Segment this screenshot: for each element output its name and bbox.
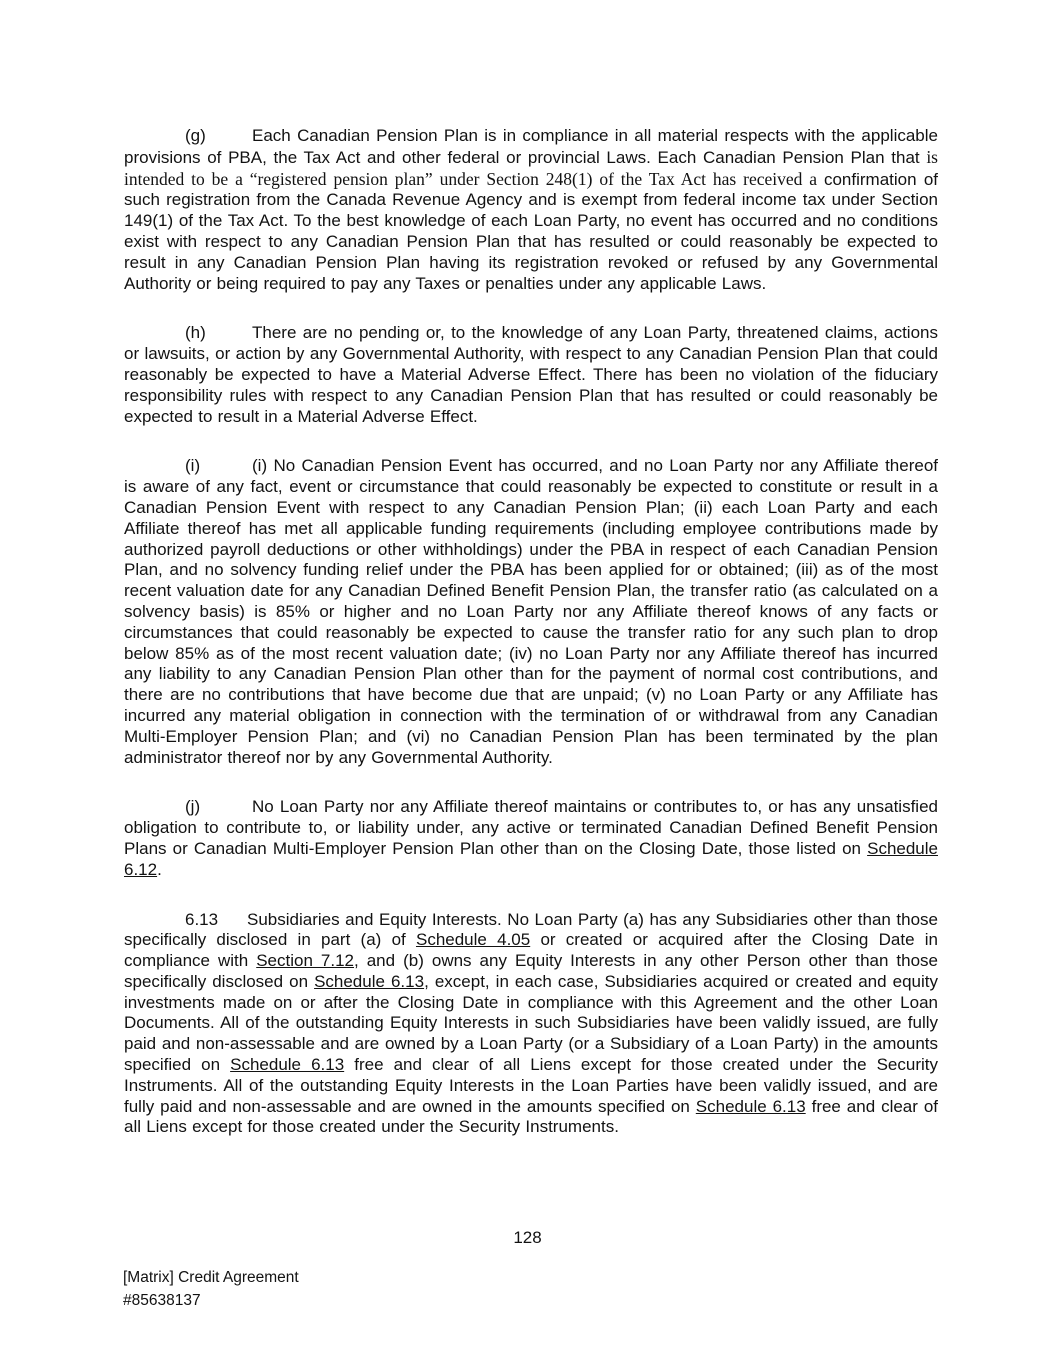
paragraph-h-label: (h) [185, 323, 206, 343]
document-body [124, 126, 938, 1138]
paragraph-h [124, 323, 938, 427]
paragraph-g [124, 126, 938, 294]
paragraph-j-label: (j) [185, 797, 201, 817]
paragraph-h-text: There are no pending or, to the knowledge of any Loan Party, threatened claims, actions or lawsuits, or action by any Governmental Authority, with respect to any Canadian Pension Plan that could reasonably be expected to have a Material Adverse Effect. There has been no violation of the fiduciary responsibility rules with respect to any Canadian Pension Plan that has resulted or could reasonably be expected to result in a Material Adverse Effect. [124, 323, 938, 426]
paragraph-j-text-1: No Loan Party nor any Affiliate thereof maintains or contributes to, or has any unsatisfied obligation to contribute to, or liability under, any active or terminated Canadian Defined Benefit Pension Plans or Canadian Multi-Employer Pension Plan other than on the Closing Date, those listed on [124, 797, 938, 858]
footer-doc-id: #85638137 [123, 1292, 201, 1309]
document-footer [123, 1266, 299, 1312]
footer-doc-name: [Matrix] Credit Agreement [123, 1269, 299, 1286]
section-6-13-text-3: , and (b) owns any Equity Interests in any other Person other than those specifically disclosed on [124, 951, 939, 991]
section-6-13-text-5: free and clear of all Liens except for those created under the Security Instruments. All of the outstanding Equity Interests in the Loan Parties have been validly issued, and are fully paid and non-assessable and are owned in the amounts specified on [124, 1055, 939, 1116]
paragraph-g-text-1: Each Canadian Pension Plan is in compliance in all material respects with the applicable provisions of PBA, the Tax Act and other federal or provincial Laws. Each Canadian Pension Plan that [124, 126, 938, 167]
section-6-13-text-4: , except, in each case, Subsidiaries acquired or created and equity investments made on or after the Closing Date in compliance with this Agreement and the other Loan Documents. All of the outstanding Equity Interests in such Subsidiaries have been validly issued, are fully paid and non-assessable and are owned by a Loan Party (or a Subsidiary of a Loan Party) in the amounts specified on [124, 971, 938, 1075]
paragraph-i [124, 456, 938, 768]
section-6-13-heading: Subsidiaries and Equity Interests. [247, 909, 502, 929]
schedule-4-05-reference: Schedule 4.05 [415, 930, 531, 950]
paragraph-i-label: (i) [185, 456, 201, 476]
page-number: 128 [513, 1228, 542, 1247]
paragraph-g-text-serif: is intended to be a “registered pension plan” under Section 248(1) of the Tax Act has received a [124, 146, 938, 189]
section-7-12-reference: Section 7.12 [256, 951, 355, 971]
schedule-6-12-reference: Schedule 6.12 [124, 838, 938, 879]
section-6-13-text-6: free and clear of all Liens except for those created under the Security Instruments. [124, 1096, 938, 1137]
section-6-13-number: 6.13 [185, 909, 219, 929]
section-6-13-text-1: No Loan Party (a) has any Subsidiaries other than those specifically disclosed in part (a) of [124, 909, 938, 950]
paragraph-j-text-2: . [157, 859, 162, 879]
section-6-13-paragraph [124, 910, 938, 1139]
paragraph-g-label: (g) [185, 126, 206, 145]
schedule-6-13-reference-3: Schedule 6.13 [695, 1096, 806, 1116]
section-6-13-text-2: or created or acquired after the Closing Date in compliance with [124, 930, 938, 971]
paragraph-i-text: (i) No Canadian Pension Event has occurred, and no Loan Party nor any Affiliate thereof is aware of any fact, event or circumstance that could reasonably be expected to constitute or result in a Canadian Pension Event with respect to any Canadian Pension Plan; (ii) each Loan Party and each Affiliate thereof has met all applicable funding requirements (including employee contributions made by authorized payroll deductions or other withholdings) under the PBA in respect of each Canadian Pension Plan, and no solvency funding relief under the PBA has been applied for or obtained; (iii) as of the most recent valuation date for any Canadian Defined Benefit Pension Plan, the transfer ratio (as calculated on a solvency basis) is 85% or higher and no Loan Party nor any Affiliate thereof knows of any facts or circumstances that could reasonably be expected to cause the transfer ratio for any such plan to drop below 85% as of the most recent valuation date; (iv) no Loan Party nor any Affiliate thereof has incurred any liability to any Canadian Pension Plan other than for the payment of normal cost contributions, and there are no contributions that have become due that are unpaid; (v) no Loan Party or any Affiliate has incurred any material obligation in connection with the termination of or withdrawal from any Canadian Multi-Employer Pension Plan; and (vi) no Canadian Pension Plan has been terminated by the plan administrator thereof nor by any Governmental Authority. [124, 456, 938, 767]
paragraph-g-text-2: confirmation of such registration from the Canada Revenue Agency and is exempt from federal income tax under Section 149(1) of the Tax Act. To the best knowledge of each Loan Party, no event has occurred and no conditions exist with respect to any Canadian Pension Plan that has resulted or could reasonably be expected to result in any Canadian Pension Plan having its registration revoked or refused by any Governmental Authority or being required to pay any Taxes or penalties under any applicable Laws. [124, 169, 938, 293]
paragraph-j [124, 797, 938, 880]
schedule-6-13-reference-2: Schedule 6.13 [230, 1055, 345, 1075]
schedule-6-13-reference-1: Schedule 6.13 [314, 971, 425, 991]
